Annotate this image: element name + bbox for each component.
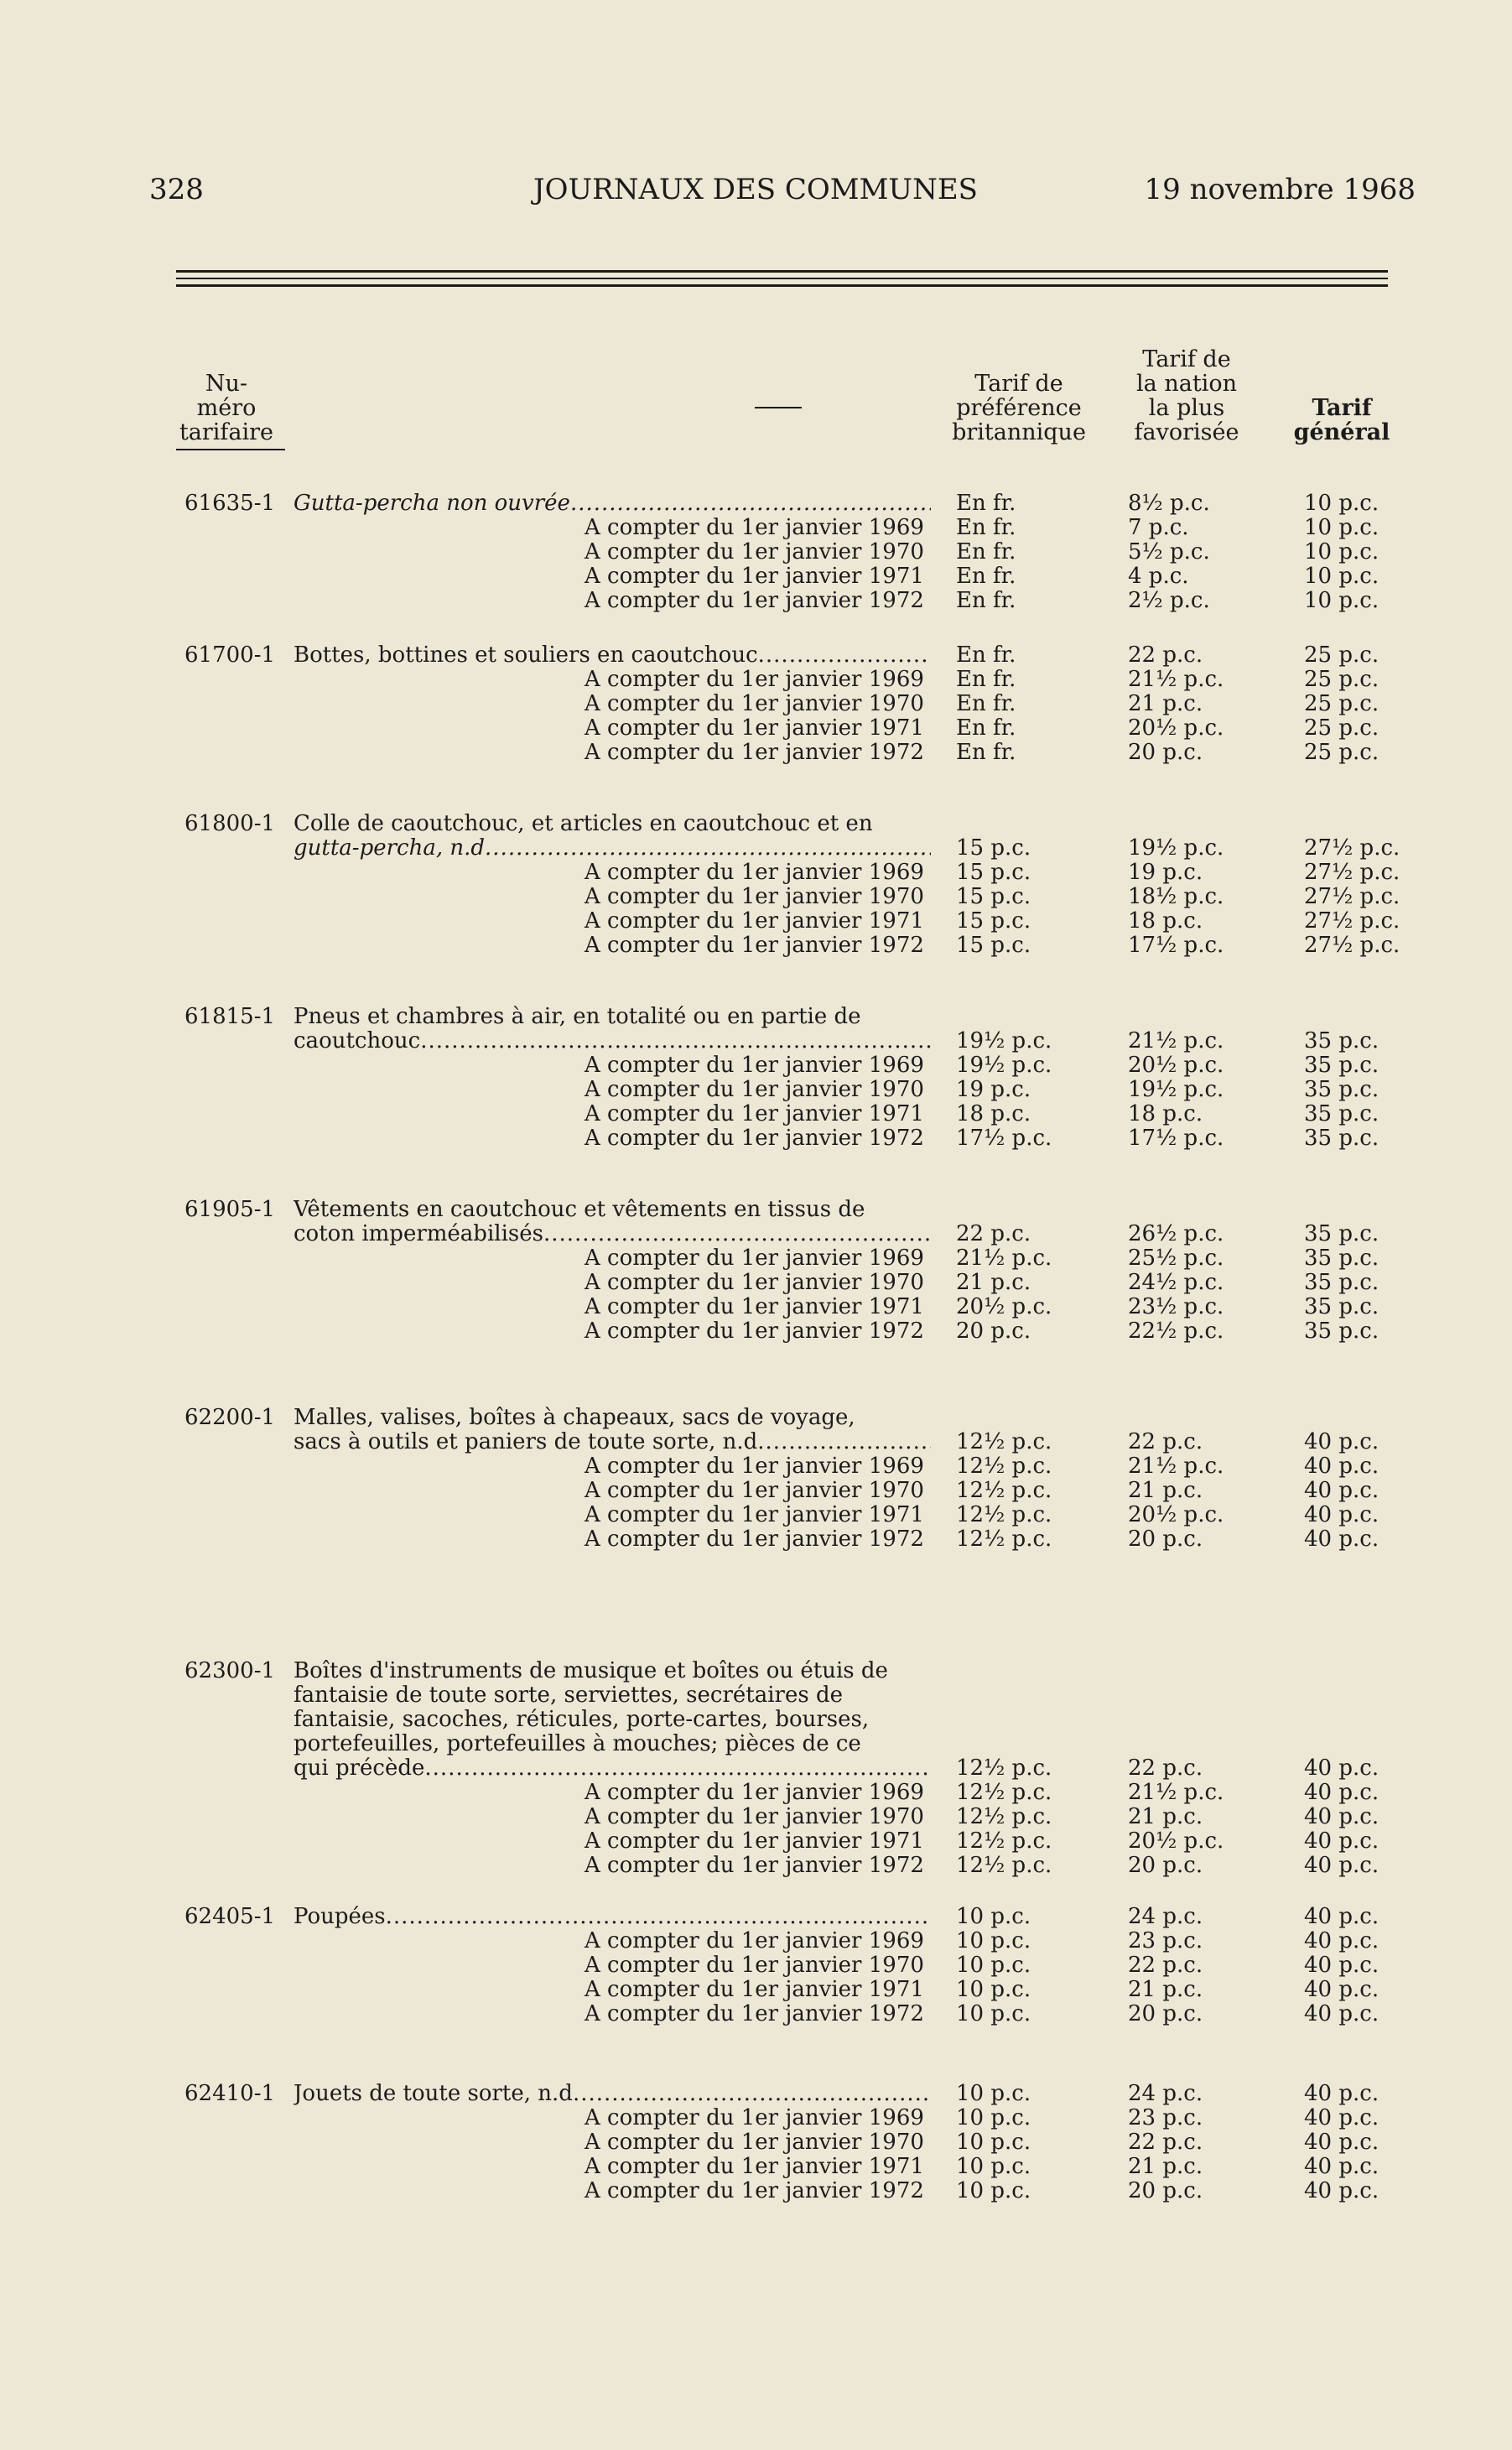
step-label: A compter du 1er janvier 1972 [585,740,924,765]
rate-cell: 22 p.c. [1128,1429,1203,1454]
rate-cell: 10 p.c. [1304,588,1380,613]
rate-cell: 24 p.c. [1128,2081,1203,2106]
step-label: A compter du 1er janvier 1970 [585,1804,924,1829]
rate-cell: En fr. [956,691,1016,716]
rate-cell: 4 p.c. [1128,564,1189,589]
rate-cell: 21½ p.c. [956,1246,1052,1271]
tariff-step-row [176,668,1392,692]
rate-cell: 15 p.c. [956,933,1031,958]
step-label: A compter du 1er janvier 1970 [585,884,924,909]
step-label: A compter du 1er janvier 1971 [585,908,924,934]
rate-cell: 18 p.c. [956,1101,1031,1126]
step-label: A compter du 1er janvier 1972 [585,2001,924,2026]
tariff-step-row [176,1829,1392,1854]
tariff-step-row [176,1503,1392,1527]
rate-cell: 20 p.c. [1128,2001,1203,2026]
tariff-step-row [176,1527,1392,1552]
rate-cell: 18 p.c. [1128,1101,1203,1126]
tariff-description-row [176,1005,1392,1029]
tariff-main-row [176,835,1400,861]
tariff-step-row [176,1805,1392,1829]
heading-numero-line: tarifaire [179,419,274,445]
tariff-number: 61635-1 [184,491,276,516]
rate-cell: 19 p.c. [1128,860,1203,885]
rate-cell: 27½ p.c. [1304,933,1400,958]
rate-cell: 35 p.c. [1304,1053,1380,1078]
rate-cell: 22 p.c. [1128,1756,1203,1781]
rate-cell: En fr. [956,491,1016,516]
tariff-number: 61905-1 [184,1197,276,1222]
rate-cell: 40 p.c. [1304,2105,1380,2130]
tariff-step-row [176,1479,1392,1503]
rate-cell: 20 p.c. [1128,1527,1203,1552]
tariff-main-row [176,1222,1392,1246]
rate-cell: 26½ p.c. [1128,1221,1224,1246]
rate-cell: 40 p.c. [1304,1454,1380,1479]
rate-cell: 40 p.c. [1304,2081,1380,2106]
rate-cell: 17½ p.c. [956,1126,1052,1151]
tariff-description: Poupées ..... [294,1905,931,1929]
rate-cell: 40 p.c. [1304,1756,1380,1781]
tariff-main-row [176,1430,1392,1454]
step-label: A compter du 1er janvier 1972 [585,1527,924,1552]
rate-cell: En fr. [956,539,1016,564]
rate-cell: 21 p.c. [1128,1977,1203,2002]
tariff-entry [176,1406,1392,1552]
rate-cell: En fr. [956,740,1016,765]
rate-cell: 35 p.c. [1304,1294,1380,1319]
rate-cell: 22 p.c. [1128,1953,1203,1978]
tariff-description: sacs à outils et paniers de toute sorte, n.d ..... [294,1430,931,1454]
rate-cell: 10 p.c. [956,2001,1031,2026]
tariff-description: gutta-percha, n.d ..... [294,836,931,861]
tariff-number: 62200-1 [184,1405,276,1430]
rate-cell: 7 p.c. [1128,515,1189,540]
tariff-number: 62410-1 [184,2081,276,2106]
tariff-entry [176,1905,1392,2026]
tariff-description: Vêtements en caoutchouc et vêtements en tissus de [294,1198,865,1222]
step-label: A compter du 1er janvier 1972 [585,588,924,613]
running-head [149,173,1416,215]
rate-cell: 22 p.c. [1128,2130,1203,2155]
rate-cell: 21½ p.c. [1128,667,1224,692]
step-label: A compter du 1er janvier 1972 [585,933,924,958]
rate-cell: 27½ p.c. [1304,860,1400,885]
tariff-description: coton imperméabilisés ..... [294,1222,931,1246]
tariff-number: 61700-1 [184,642,276,668]
tariff-description-row [176,1732,1392,1756]
rate-cell: 40 p.c. [1304,1928,1380,1953]
heading-line: Tarif de [1142,346,1231,372]
rate-cell: 40 p.c. [1304,1527,1380,1552]
tariff-step-row [176,2179,1392,2203]
rate-cell: 21 p.c. [1128,1478,1203,1503]
tariff-entry [176,492,1392,613]
rate-cell: 10 p.c. [956,1904,1031,1929]
tariff-main-row [176,1029,1392,1053]
tariff-description: Colle de caoutchouc, et articles en caoutchouc et en [294,812,873,836]
header-rule-bottom [176,284,1388,287]
tariff-main-row [176,2082,1392,2106]
rate-cell: En fr. [956,515,1016,540]
rate-cell: 21 p.c. [956,1270,1031,1295]
tariff-description: Gutta-percha non ouvrée ..... [294,492,931,516]
rate-cell: 19½ p.c. [1128,1077,1224,1102]
rate-cell: 20½ p.c. [956,1294,1052,1319]
rate-cell: 20½ p.c. [1128,1053,1224,1078]
rate-cell: 40 p.c. [1304,2154,1380,2179]
column-headings [176,323,1400,445]
rate-cell: 27½ p.c. [1304,908,1400,934]
tariff-description: fantaisie de toute sorte, serviettes, secrétaires de [294,1683,844,1708]
heading-numero-line: méro [196,395,257,421]
tariff-description: fantaisie, sacoches, réticules, porte-cartes, bourses, [294,1708,870,1732]
tariff-entry [176,1005,1392,1151]
tariff-description: Malles, valises, boîtes à chapeaux, sacs de voyage, [294,1406,855,1430]
tariff-number: 61800-1 [184,811,276,836]
step-label: A compter du 1er janvier 1970 [585,1953,924,1978]
tariff-step-row [176,860,1400,885]
rate-cell: 18½ p.c. [1128,884,1224,909]
rate-cell: 40 p.c. [1304,1853,1380,1878]
heading-line: Tarif [1312,395,1372,421]
rate-cell: 10 p.c. [956,1977,1031,2002]
tariff-entry [176,1198,1392,1344]
tariff-description: qui précède ..... [294,1756,931,1781]
step-label: A compter du 1er janvier 1972 [585,2178,924,2203]
tariff-step-row [176,1102,1392,1126]
rate-cell: 19½ p.c. [1128,835,1224,861]
step-label: A compter du 1er janvier 1971 [585,1101,924,1126]
tariff-description-row [176,1659,1392,1683]
tariff-main-row [176,492,1392,516]
rate-cell: 12½ p.c. [956,1527,1052,1552]
tariff-description: Boîtes d'instruments de musique et boîtes ou étuis de [294,1659,888,1683]
rate-cell: En fr. [956,667,1016,692]
rate-cell: 21 p.c. [1128,2154,1203,2179]
rate-cell: 10 p.c. [956,2154,1031,2179]
rate-cell: 2½ p.c. [1128,588,1210,613]
rate-cell: 19 p.c. [956,1077,1031,1102]
rate-cell: 10 p.c. [956,2130,1031,2155]
rate-cell: 12½ p.c. [956,1429,1052,1454]
rate-cell: 25 p.c. [1304,667,1380,692]
tariff-number: 61815-1 [184,1004,276,1029]
tariff-step-row [176,1929,1392,1953]
rate-cell: 35 p.c. [1304,1319,1380,1344]
step-label: A compter du 1er janvier 1971 [585,1828,924,1854]
rate-cell: 21½ p.c. [1128,1780,1224,1805]
rate-cell: 10 p.c. [1304,491,1380,516]
rate-cell: 20 p.c. [956,1319,1031,1344]
tariff-step-row [176,589,1392,613]
rate-cell: 25 p.c. [1304,715,1380,741]
rate-cell: 40 p.c. [1304,1828,1380,1854]
tariff-step-row [176,716,1392,741]
tariff-description-row [176,1198,1392,1222]
tariff-step-row [176,908,1400,934]
tariff-step-row [176,1271,1392,1295]
rate-cell: 10 p.c. [956,2178,1031,2203]
rate-cell: 35 p.c. [1304,1246,1380,1271]
rate-cell: 40 p.c. [1304,2130,1380,2155]
rate-cell: 40 p.c. [1304,2001,1380,2026]
rate-cell: 15 p.c. [956,884,1031,909]
rate-cell: 40 p.c. [1304,1429,1380,1454]
rate-cell: 10 p.c. [956,2105,1031,2130]
rate-cell: 24 p.c. [1128,1904,1203,1929]
tariff-description: Pneus et chambres à air, en totalité ou en partie de [294,1005,861,1029]
issue-date: 19 novembre 1968 [1144,173,1416,206]
tariff-step-row [176,1053,1392,1078]
tariff-main-row [176,1905,1392,1929]
tariff-entry [176,643,1392,765]
rate-cell: 20 p.c. [1128,1853,1203,1878]
rate-cell: 23 p.c. [1128,2105,1203,2130]
rate-cell: 12½ p.c. [956,1502,1052,1527]
tariff-step-row [176,540,1392,564]
rate-cell: 27½ p.c. [1304,884,1400,909]
step-label: A compter du 1er janvier 1969 [585,1780,924,1805]
rate-cell: 12½ p.c. [956,1756,1052,1781]
step-label: A compter du 1er janvier 1969 [585,2105,924,2130]
heading-tarif-britannique [935,372,1103,445]
tariff-step-row [176,1781,1392,1805]
heading-tarif-general [1283,396,1400,445]
rate-cell: 24½ p.c. [1128,1270,1224,1295]
step-label: A compter du 1er janvier 1970 [585,1270,924,1295]
rate-cell: 40 p.c. [1304,1780,1380,1805]
rate-cell: 22½ p.c. [1128,1319,1224,1344]
tariff-step-row [176,1454,1392,1479]
rate-cell: 20½ p.c. [1128,1502,1224,1527]
rate-cell: En fr. [956,642,1016,668]
rate-cell: 25½ p.c. [1128,1246,1224,1271]
header-rule-top [176,270,1388,273]
heading-line: la nation [1136,371,1237,397]
tariff-step-row [176,2106,1392,2130]
tariff-main-row [176,1756,1392,1781]
rate-cell: 35 p.c. [1304,1077,1380,1102]
rate-cell: 12½ p.c. [956,1853,1052,1878]
step-label: A compter du 1er janvier 1971 [585,1502,924,1527]
rate-cell: 10 p.c. [956,1953,1031,1978]
rate-cell: 21½ p.c. [1128,1028,1224,1053]
step-label: A compter du 1er janvier 1970 [585,2130,924,2155]
header-rule-middle [176,278,1388,279]
tariff-step-row [176,1854,1392,1878]
tariff-entry [176,2082,1392,2203]
rate-cell: 19½ p.c. [956,1028,1052,1053]
rate-cell: 20½ p.c. [1128,1828,1224,1854]
rate-cell: 10 p.c. [1304,564,1380,589]
tariff-entry [176,811,1400,958]
step-label: A compter du 1er janvier 1969 [585,1053,924,1078]
rate-cell: 12½ p.c. [956,1804,1052,1829]
rate-cell: 40 p.c. [1304,1804,1380,1829]
tariff-description: Bottes, bottines et souliers en caoutchouc ..... [294,643,931,668]
rate-cell: 27½ p.c. [1304,835,1400,861]
heading-line: Tarif de [974,371,1063,397]
tariff-main-row [176,643,1392,668]
tariff-step-row [176,933,1400,958]
rate-cell: 10 p.c. [1304,539,1380,564]
rate-cell: 10 p.c. [956,1928,1031,1953]
rate-cell: 21 p.c. [1128,691,1203,716]
step-label: A compter du 1er janvier 1970 [585,1077,924,1102]
heading-line: la plus [1148,395,1225,421]
rate-cell: 25 p.c. [1304,642,1380,668]
rate-cell: 15 p.c. [956,835,1031,861]
tariff-step-row [176,564,1392,589]
tariff-step-row [176,2155,1392,2179]
rate-cell: 17½ p.c. [1128,933,1224,958]
rate-cell: 25 p.c. [1304,740,1380,765]
rate-cell: 40 p.c. [1304,1977,1380,2002]
tariff-description-row [176,1683,1392,1708]
step-label: A compter du 1er janvier 1969 [585,860,924,885]
rate-cell: 22 p.c. [1128,642,1203,668]
step-label: A compter du 1er janvier 1970 [585,539,924,564]
rate-cell: 35 p.c. [1304,1101,1380,1126]
rate-cell: 8½ p.c. [1128,491,1210,516]
tariff-step-row [176,1126,1392,1151]
rate-cell: 35 p.c. [1304,1221,1380,1246]
step-label: A compter du 1er janvier 1971 [585,1294,924,1319]
step-label: A compter du 1er janvier 1972 [585,1319,924,1344]
tariff-entry [176,1659,1392,1878]
step-label: A compter du 1er janvier 1969 [585,1246,924,1271]
step-label: A compter du 1er janvier 1969 [585,515,924,540]
rate-cell: 40 p.c. [1304,1478,1380,1503]
rate-cell: 15 p.c. [956,908,1031,934]
page-number: 328 [149,173,204,206]
tariff-step-row [176,884,1400,909]
tariff-description-row [176,1708,1392,1732]
heading-numero [176,372,277,445]
rate-cell: 22 p.c. [956,1221,1031,1246]
tariff-step-row [176,1078,1392,1102]
step-label: A compter du 1er janvier 1969 [585,1928,924,1953]
rate-cell: 35 p.c. [1304,1270,1380,1295]
tariff-number: 62300-1 [184,1658,276,1683]
rate-cell: 12½ p.c. [956,1478,1052,1503]
rate-cell: 18 p.c. [1128,908,1203,934]
heading-line: favorisée [1134,419,1239,445]
tariff-step-row [176,692,1392,716]
heading-description-dash [755,407,802,408]
heading-numero-line: Nu- [205,371,248,397]
rate-cell: 35 p.c. [1304,1126,1380,1151]
rate-cell: 35 p.c. [1304,1028,1380,1053]
tariff-step-row [176,516,1392,540]
tariff-step-row [176,741,1392,765]
step-label: A compter du 1er janvier 1972 [585,1853,924,1878]
rate-cell: 40 p.c. [1304,2178,1380,2203]
rate-cell: 40 p.c. [1304,1953,1380,1978]
heading-line: général [1293,419,1390,445]
rate-cell: 40 p.c. [1304,1904,1380,1929]
rate-cell: 10 p.c. [1304,515,1380,540]
rate-cell: 12½ p.c. [956,1454,1052,1479]
tariff-step-row [176,2002,1392,2026]
tariff-description: caoutchouc ..... [294,1029,931,1053]
tariff-step-row [176,1978,1392,2002]
rate-cell: 21½ p.c. [1128,1454,1224,1479]
step-label: A compter du 1er janvier 1971 [585,2154,924,2179]
tariff-description: portefeuilles, portefeuilles à mouches; pièces de ce [294,1732,861,1756]
rate-cell: 19½ p.c. [956,1053,1052,1078]
rate-cell: En fr. [956,564,1016,589]
journal-title: JOURNAUX DES COMMUNES [533,173,978,206]
tariff-description-row [176,812,1392,836]
tariff-number: 62405-1 [184,1904,276,1929]
rate-cell: 40 p.c. [1304,1502,1380,1527]
step-label: A compter du 1er janvier 1969 [585,1454,924,1479]
step-label: A compter du 1er janvier 1971 [585,715,924,741]
rate-cell: 23 p.c. [1128,1928,1203,1953]
rate-cell: 15 p.c. [956,860,1031,885]
step-label: A compter du 1er janvier 1969 [585,667,924,692]
rate-cell: 20 p.c. [1128,2178,1203,2203]
rate-cell: 20 p.c. [1128,740,1203,765]
step-label: A compter du 1er janvier 1972 [585,1126,924,1151]
tariff-description-row [176,1406,1392,1430]
step-label: A compter du 1er janvier 1970 [585,691,924,716]
rate-cell: 21 p.c. [1128,1804,1203,1829]
step-label: A compter du 1er janvier 1970 [585,1478,924,1503]
tariff-description: Jouets de toute sorte, n.d ..... [294,2082,931,2106]
heading-line: britannique [952,419,1086,445]
tariff-step-row [176,1295,1392,1319]
tariff-step-row [176,1319,1392,1344]
rate-cell: 5½ p.c. [1128,539,1210,564]
rate-cell: 12½ p.c. [956,1828,1052,1854]
numero-heading-underline [176,449,285,450]
tariff-step-row [176,1953,1392,1978]
rate-cell: 17½ p.c. [1128,1126,1224,1151]
rate-cell: En fr. [956,588,1016,613]
step-label: A compter du 1er janvier 1971 [585,1977,924,2002]
tariff-step-row [176,1246,1392,1271]
rate-cell: En fr. [956,715,1016,741]
rate-cell: 20½ p.c. [1128,715,1224,741]
heading-line: préférence [956,395,1082,421]
tariff-step-row [176,2130,1392,2155]
rate-cell: 12½ p.c. [956,1780,1052,1805]
step-label: A compter du 1er janvier 1971 [585,564,924,589]
rate-cell: 25 p.c. [1304,691,1380,716]
rate-cell: 23½ p.c. [1128,1294,1224,1319]
heading-tarif-nation [1107,347,1266,445]
rate-cell: 10 p.c. [956,2081,1031,2106]
